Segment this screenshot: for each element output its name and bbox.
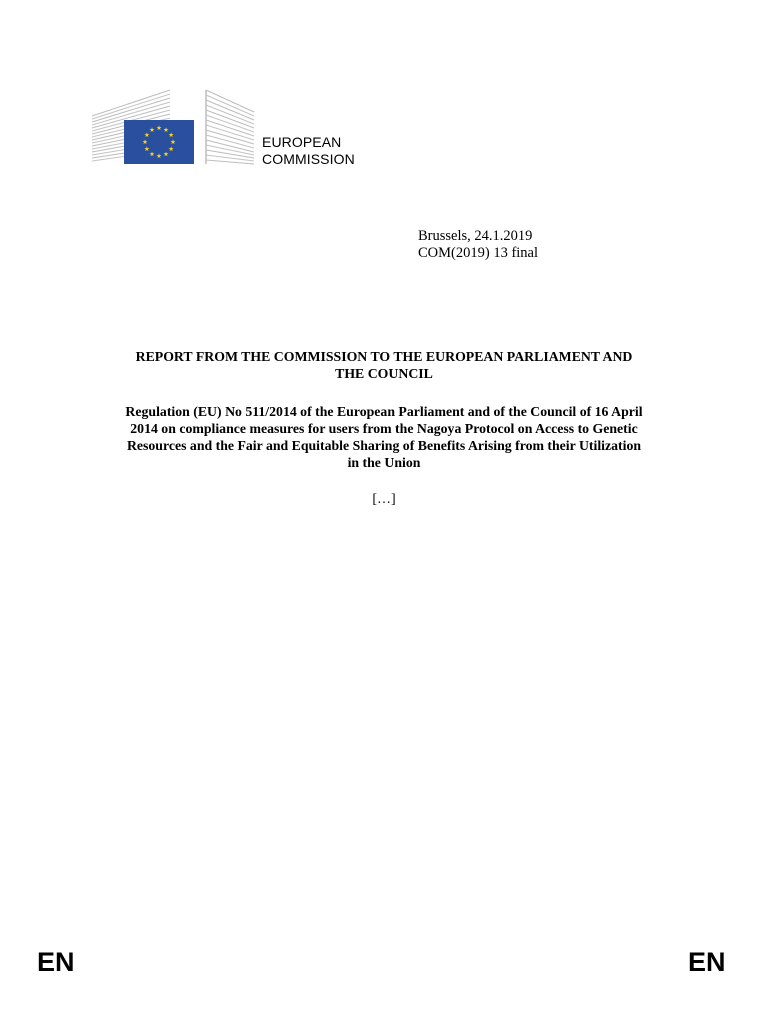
organisation-name: [262, 134, 355, 167]
language-code-right: EN: [688, 947, 726, 977]
document-reference: COM(2019) 13 final: [418, 245, 539, 261]
document-title: [90, 348, 678, 382]
document-meta: [418, 228, 538, 262]
building-lines-right: [206, 90, 254, 164]
organisation-line-1: EUROPEAN: [262, 134, 342, 150]
organisation-line-2: COMMISSION: [262, 150, 355, 167]
place-date: Brussels, 24.1.2019: [418, 228, 533, 244]
european-commission-logo: [90, 88, 256, 168]
subject-line-1: Regulation (EU) No 511/2014 of the European Parliament and of the Council of 16 April: [125, 404, 643, 419]
omission-mark: […]: [372, 492, 396, 507]
title-line-1: REPORT FROM THE COMMISSION TO THE EUROPEAN PARLIAMENT AND: [135, 349, 633, 364]
subject-line-4: in the Union: [347, 455, 421, 470]
subject-line-3: Resources and the Fair and Equitable Sharing of Benefits Arising from their Utilization: [126, 438, 642, 453]
language-code-left: EN: [37, 947, 75, 977]
document-subject: [84, 403, 684, 471]
title-line-2: THE COUNCIL: [335, 366, 433, 381]
subject-line-2: 2014 on compliance measures for users from the Nagoya Protocol on Access to Genetic: [130, 421, 638, 436]
